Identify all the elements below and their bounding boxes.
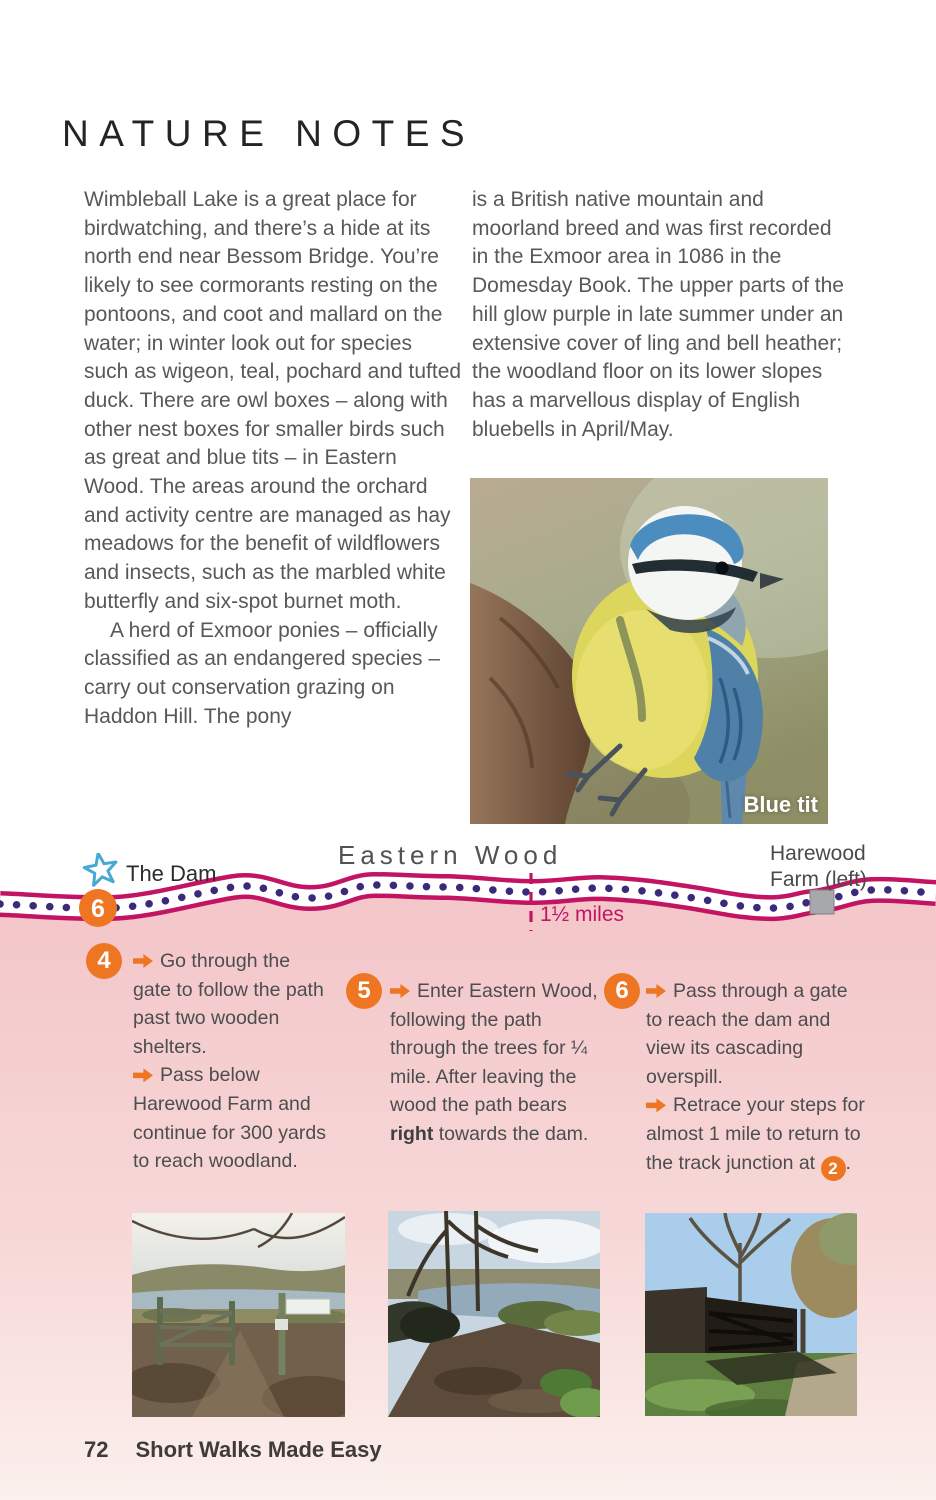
instruction [646,977,868,1091]
distance-label: 1½ miles [540,903,625,926]
instruction-text: Enter Eastern Wood, following the path through the trees for ¼ mile. After leaving the wood the path bears [390,980,598,1117]
paragraph: Wimbleball Lake is a great place for birdwatching, and there’s a hide at its north end near Bessom Bridge. You’re likely to see cormorants resting on the pontoons, and coot and mallard on the water; in winter look out for species such as wigeon, teal, pochard and tufted duck. There are owl boxes – along with other nest boxes for smaller birds such as great and blue tits – in Eastern Wood. The areas around the orchard and activity centre are managed as hay meadows for the benefit of wildflowers and insects, such as the marbled white butterfly and six-spot burnet moth. [84,188,462,613]
walk-photo-gate-lake [132,1213,345,1417]
page-footer [84,1437,382,1463]
instruction-text: Go through the gate to follow the path past two wooden shelters. [133,950,324,1058]
step-4-instructions [133,947,328,1176]
instruction-text: . [845,1151,851,1174]
waypoint-2-badge: 2 [821,1156,846,1181]
blue-tit-photo [470,478,828,824]
arrow-bullet-icon [133,1068,153,1082]
trail-waypoint-6 [79,889,117,927]
arrow-bullet-icon [390,984,410,998]
article-left-column [84,186,462,731]
star-icon [84,853,116,885]
instruction-text: towards the dam. [433,1122,589,1145]
page-title: NATURE NOTES [62,112,476,154]
book-title: Short Walks Made Easy [135,1437,382,1462]
instruction [133,947,328,1061]
step-5-instructions [390,977,600,1149]
instruction-text: Retrace your steps for almost 1 mile to return to the track junction at [646,1094,865,1174]
harewood-farm-label [770,841,867,893]
walk-photo-woodland-path [388,1211,600,1417]
step-number-6: 6 [604,973,640,1009]
paragraph: A herd of Exmoor ponies – officially classified as an endangered species – carry out conservation grazing on Haddon Hill. The pony [84,618,441,728]
instruction [646,1091,868,1181]
trail-waypoint-number: 6 [91,895,105,923]
harewood-farm-line2: Farm (left) [770,868,867,891]
walk-photo-dark-gate [645,1213,857,1416]
step-number-4: 4 [86,943,122,979]
harewood-farm-line1: Harewood [770,842,866,865]
instruction-text: Pass below Harewood Farm and continue for 300 yards to reach woodland. [133,1064,326,1173]
eastern-wood-heading: Eastern Wood [338,840,563,870]
arrow-bullet-icon [133,954,153,968]
dam-label: The Dam [126,861,217,886]
instruction [390,977,600,1149]
instruction [133,1061,328,1175]
instruction-bold-word: right [390,1122,434,1145]
step-6-instructions [646,977,868,1181]
farm-marker-square [810,890,834,914]
step-number-5: 5 [346,973,382,1009]
paragraph: is a British native mountain and moorland breed and was first recorded in the Exmoor area in 1086 in the Domesday Book. The upper parts of the hill glow purple in late summer under an extensive cover of ling and bell heather; the woodland floor on its lower slopes has a marvellous display of English bluebells in April/May. [472,188,844,441]
instruction-text: Pass through a gate to reach the dam and view its cascading overspill. [646,980,848,1088]
arrow-bullet-icon [646,984,666,998]
arrow-bullet-icon [646,1098,666,1112]
photo-caption: Blue tit [743,792,818,817]
blue-tit-illustration [470,478,828,824]
page-number: 72 [84,1437,109,1462]
